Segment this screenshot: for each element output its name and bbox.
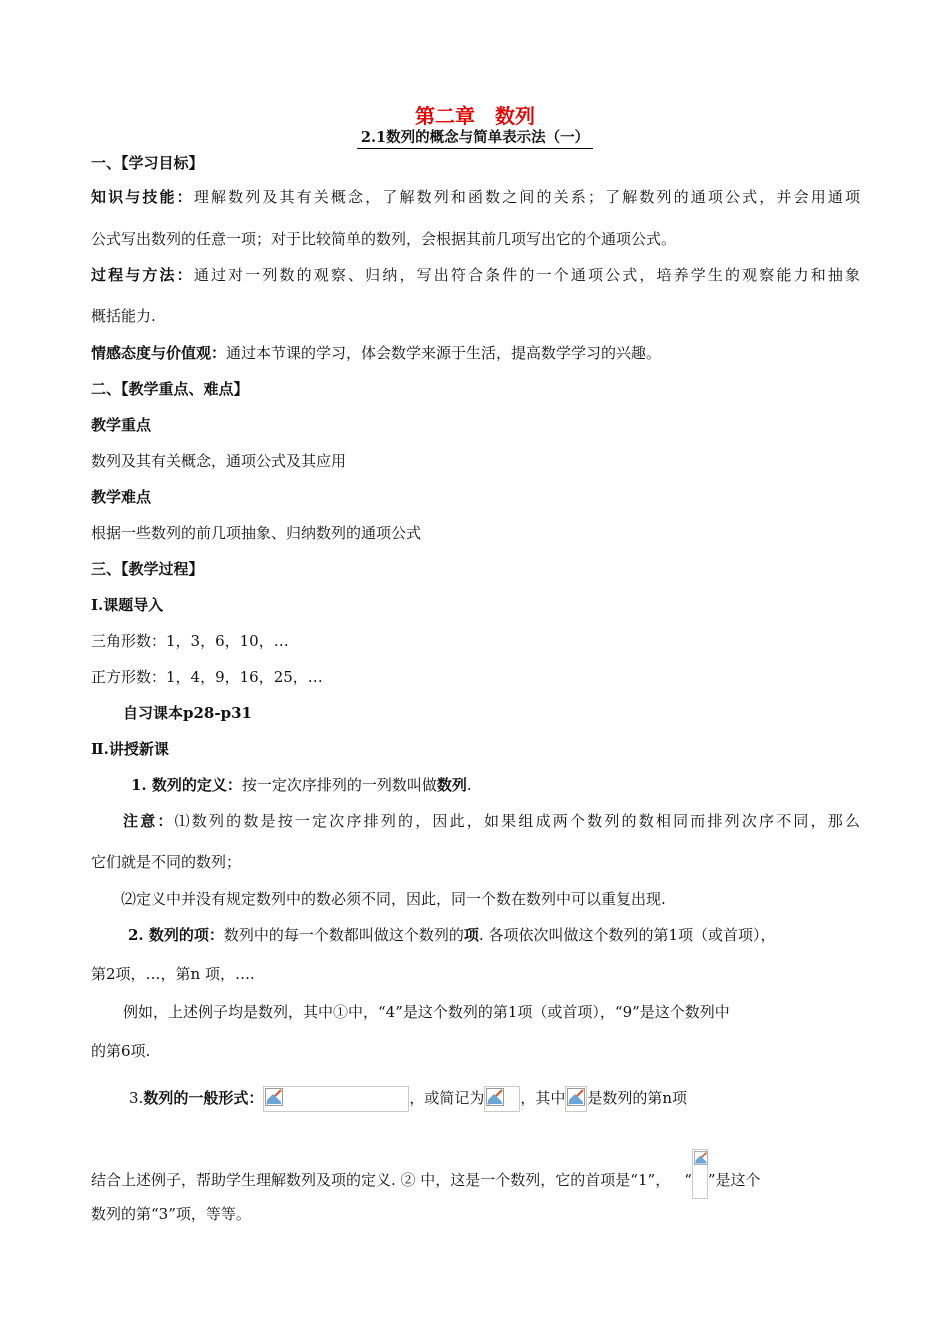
combine-quote-open: “ bbox=[684, 1171, 692, 1189]
general-form-line bbox=[129, 1086, 860, 1112]
combine-quote-close: ”是这个 bbox=[707, 1171, 761, 1189]
broken-image-icon bbox=[265, 1088, 283, 1106]
combine-text: 结合上述例子，帮助学生理解数列及项的定义. ② 中，这是一个数列，它的首项是“1”， bbox=[91, 1171, 671, 1189]
emotion-paragraph bbox=[91, 342, 860, 364]
emotion-text: 通过本节课的学习，体会数学来源于生活，提高数学学习的兴趣。 bbox=[226, 344, 662, 362]
note-2: ⑵定义中并没有规定数列中的数必须不同，因此，同一个数在数列中可以重复出现. bbox=[121, 890, 666, 908]
process-paragraph-line-2: 概括能力. bbox=[91, 307, 156, 325]
intro-heading: Ⅰ.课题导入 bbox=[91, 596, 164, 614]
general-form-number: 3. bbox=[129, 1089, 144, 1107]
note-1-line-2: 它们就是不同的数列； bbox=[91, 853, 242, 871]
knowledge-label: 知识与技能： bbox=[91, 188, 194, 206]
example-line-1: 例如，上述例子均是数列，其中①中，“4”是这个数列的第1项（或首项），“9”是这个数列中 bbox=[123, 1003, 730, 1021]
knowledge-paragraph-line-2: 公式写出数列的任意一项；对于比较简单的数列，会根据其前几项写出它的个通项公式。 bbox=[91, 230, 677, 248]
process-label: 过程与方法： bbox=[91, 266, 194, 284]
combine-line-1 bbox=[91, 1149, 870, 1199]
goals-heading: 一、【学习目标】 bbox=[91, 154, 204, 172]
item-label: 2. 数列的项： bbox=[128, 926, 224, 944]
combine-line-2: 数列的第“3”项，等等。 bbox=[91, 1205, 251, 1223]
definition-term: 数列 bbox=[436, 776, 467, 794]
focus-text: 数列及其有关概念，通项公式及其应用 bbox=[91, 452, 347, 470]
third-term-image bbox=[692, 1149, 708, 1199]
sequence-short-form-image bbox=[484, 1086, 520, 1112]
keypoints-heading: 二、【教学重点、难点】 bbox=[91, 380, 249, 398]
emotion-label: 情感态度与价值观： bbox=[91, 344, 227, 362]
item-line-1 bbox=[128, 924, 866, 946]
square-numbers: 正方形数：1，4，9，16，25，… bbox=[91, 668, 323, 686]
nth-term-image bbox=[565, 1086, 587, 1112]
focus-label: 教学重点 bbox=[91, 416, 152, 434]
item-text: 数列中的每一个数都叫做这个数列的 bbox=[223, 926, 464, 944]
process-paragraph-line-1 bbox=[91, 264, 860, 286]
difficulty-label: 教学难点 bbox=[91, 488, 152, 506]
knowledge-paragraph-line-1 bbox=[91, 186, 860, 208]
note-1-text: ⑴数列的数是按一定次序排列的，因此，如果组成两个数列的数相同而排列次序不同，那么 bbox=[174, 812, 860, 830]
chapter-title: 第二章 数列 bbox=[415, 104, 535, 128]
selfstudy-note: 自习课本p28-p31 bbox=[123, 704, 252, 722]
sequence-general-form-image bbox=[263, 1086, 409, 1112]
definition-text: 按一定次序排列的一列数叫做 bbox=[241, 776, 437, 794]
general-form-label: 数列的一般形式： bbox=[143, 1089, 264, 1107]
broken-image-icon bbox=[694, 1151, 708, 1165]
general-form-end: 是数列的第n项 bbox=[587, 1089, 688, 1107]
broken-image-icon bbox=[567, 1088, 585, 1106]
difficulty-text: 根据一些数列的前几项抽象、归纳数列的通项公式 bbox=[91, 524, 422, 542]
new-lesson-heading: Ⅱ.讲授新课 bbox=[91, 740, 169, 758]
item-line-2: 第2项，…，第n 项，…. bbox=[91, 965, 255, 983]
definition-label: 1. 数列的定义： bbox=[131, 776, 242, 794]
process-text: 通过对一列数的观察、归纳，写出符合条件的一个通项公式，培养学生的观察能力和抽象 bbox=[193, 266, 860, 284]
triangle-numbers: 三角形数：1，3，6，10，… bbox=[91, 632, 289, 650]
general-form-mid-2: ，其中 bbox=[520, 1089, 566, 1107]
definition-line bbox=[131, 774, 860, 796]
knowledge-text: 理解数列及其有关概念，了解数列和函数之间的关系；了解数列的通项公式，并会用通项 bbox=[193, 188, 860, 206]
note-label: 注意： bbox=[123, 812, 175, 830]
section-title: 2.1数列的概念与简单表示法（一） bbox=[0, 126, 950, 149]
process-heading: 三、【教学过程】 bbox=[91, 560, 204, 578]
broken-image-icon bbox=[486, 1088, 504, 1106]
example-line-2: 的第6项. bbox=[91, 1042, 151, 1060]
item-term: 项 bbox=[463, 926, 479, 944]
definition-end: . bbox=[466, 776, 472, 794]
general-form-mid: ，或简记为 bbox=[409, 1089, 485, 1107]
note-1-line-1 bbox=[123, 810, 860, 832]
item-text-2: . 各项依次叫做这个数列的第1项（或首项）， bbox=[478, 926, 776, 944]
